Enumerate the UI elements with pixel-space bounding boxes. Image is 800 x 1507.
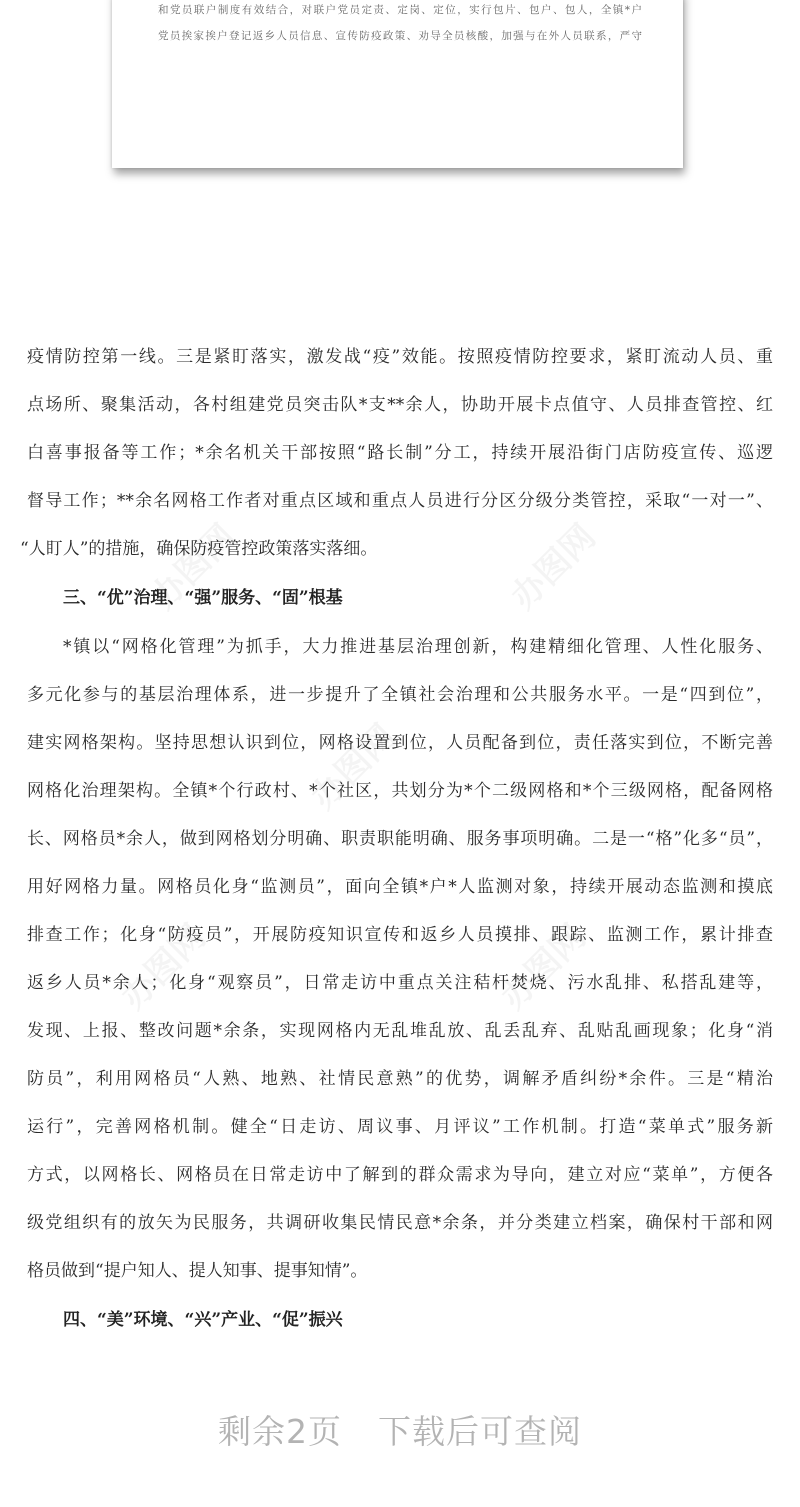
text-line: 方式，以网格长、网格员在日常走访中了解到的群众需求为导向，建立对应“菜单”，方便各 (27, 1165, 773, 1185)
text-line: 级党组织有的放矢为民服务，共调研收集民情民意*余条，并分类建立档案，确保村干部和网 (27, 1213, 773, 1233)
text-line: 返乡人员*余人；化身“观察员”，日常走访中重点关注秸杆焚烧、污水乱排、私搭乱建等， (27, 973, 773, 993)
text-line: 网格化治理架构。全镇*个行政村、*个社区，共划分为*个二级网格和*个三级网格，配备网格 (27, 781, 773, 801)
download-prompt[interactable] (0, 1406, 800, 1453)
text-line: 督导工作；**余名网格工作者对重点区域和重点人员进行分区分级分类管控，采取“一对一”、 (27, 491, 773, 511)
text-line: 疫情防控第一线。三是紧盯落实，激发战“疫”效能。按照疫情防控要求，紧盯流动人员、重 (27, 347, 773, 367)
text-line: “人盯人”的措施，确保防疫管控政策落实落细。 (20, 539, 378, 559)
text-line: 格员做到“提户知人、提人知事、提事知情”。 (27, 1261, 368, 1281)
download-hint-label: 下载后可查阅 (378, 1412, 582, 1451)
remaining-pages-label: 剩余2页 (218, 1412, 342, 1451)
preview-page-card (112, 0, 683, 168)
text-line: 点场所、聚集活动，各村组建党员突击队*支**余人，协助开展卡点值守、人员排查管控、红 (27, 395, 773, 415)
text-line: 建实网格架构。坚持思想认识到位，网格设置到位，人员配备到位，责任落实到位，不断完善 (27, 733, 773, 753)
text-line: *镇以“网格化管理”为抓手，大力推进基层治理创新，构建精细化管理、人性化服务、 (63, 637, 773, 657)
card-text-line: 和党员联户制度有效结合，对联户党员定责、定岗、定位，实行包片、包户、包人，全镇*户 (158, 4, 642, 16)
text-line: 发现、上报、整改问题*余条，实现网格内无乱堆乱放、乱丢乱弃、乱贴乱画现象；化身“消 (27, 1021, 773, 1041)
section-heading-4: 四、“美”环境、“兴”产业、“促”振兴 (63, 1310, 343, 1330)
text-line: 多元化参与的基层治理体系，进一步提升了全镇社会治理和公共服务水平。一是“四到位”， (27, 685, 773, 705)
text-line: 运行”，完善网格机制。健全“日走访、周议事、月评议”工作机制。打造“菜单式”服务新 (27, 1117, 773, 1137)
text-line: 排查工作；化身“防疫员”，开展防疫知识宣传和返乡人员摸排、跟踪、监测工作，累计排查 (27, 925, 773, 945)
card-text-line: 党员挨家挨户登记返乡人员信息、宣传防疫政策、劝导全员核酸，加强与在外人员联系，严守 (158, 30, 642, 42)
text-line: 用好网格力量。网格员化身“监测员”，面向全镇*户*人监测对象，持续开展动态监测和摸底 (27, 877, 773, 897)
section-heading-3: 三、“优”治理、“强”服务、“固”根基 (63, 588, 343, 608)
text-line: 防员”，利用网格员“人熟、地熟、社情民意熟”的优势，调解矛盾纠纷*余件。三是“精治 (27, 1069, 773, 1089)
text-line: 白喜事报备等工作；*余名机关干部按照“路长制”分工，持续开展沿街门店防疫宣传、巡逻 (27, 443, 773, 463)
text-line: 长、网格员*余人，做到网格划分明确、职责职能明确、服务事项明确。二是一“格”化多“员”， (27, 829, 773, 849)
watermark (498, 511, 605, 618)
